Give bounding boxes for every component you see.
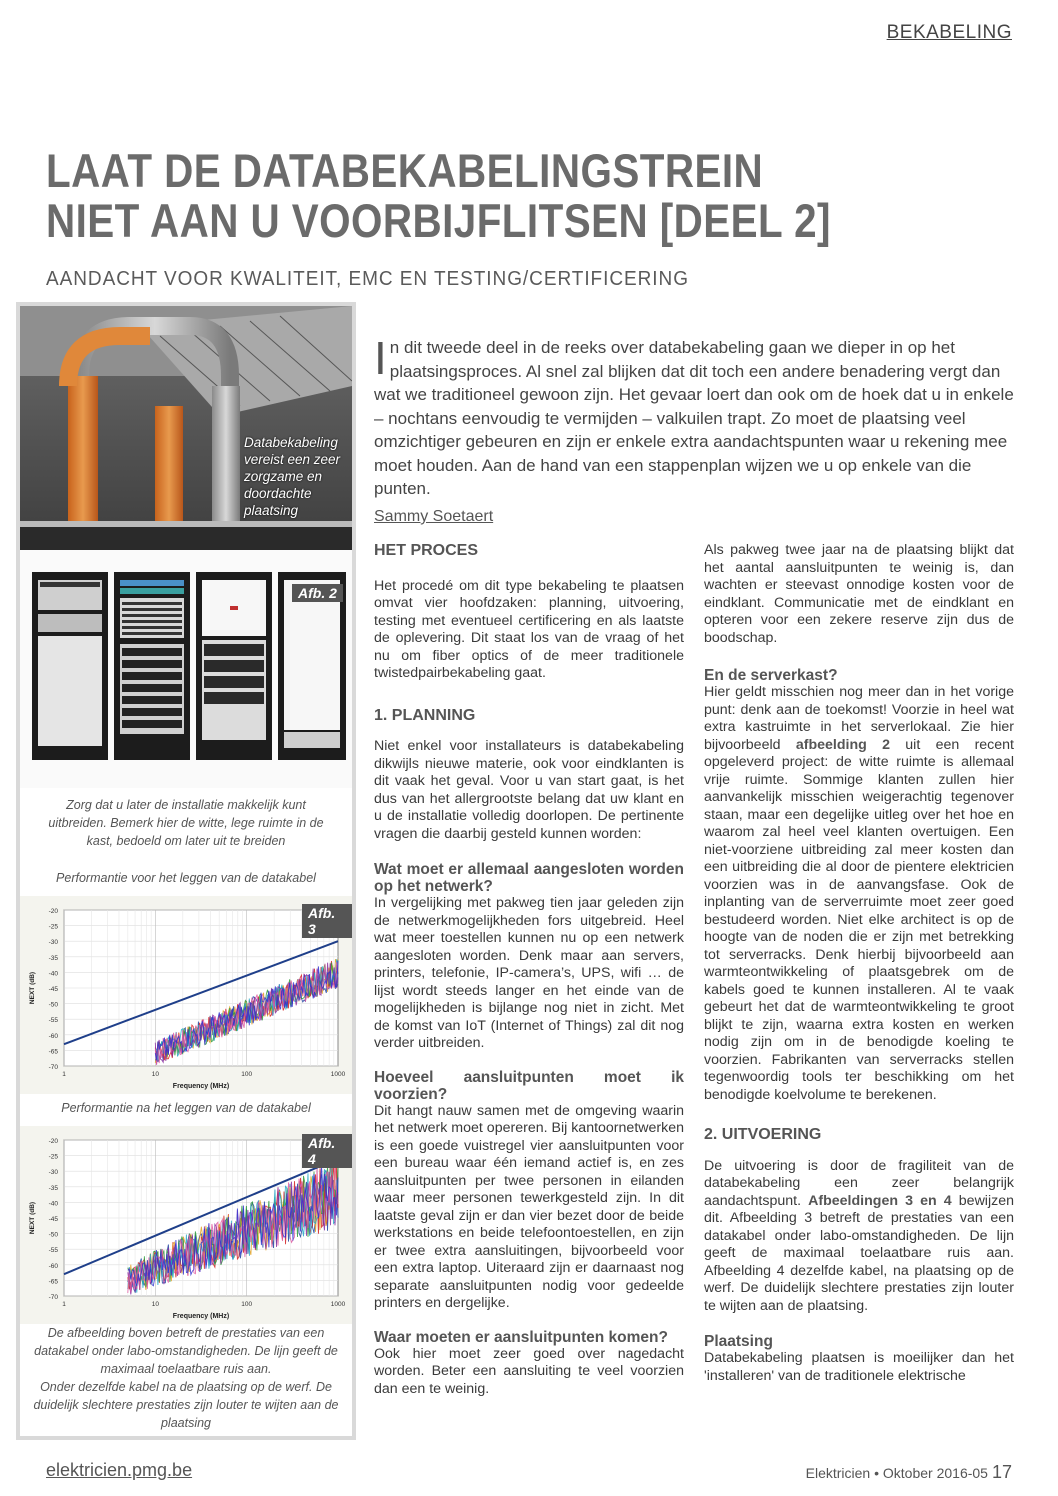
cable-tray-photo xyxy=(20,306,352,550)
para-uitvoering-b: bewijzen dit. Afbeelding 3 betreft de prestaties van een datakabel onder labo-omstandigheden. De lijn geeft de maximaal toelaatbare ruis aan. Afbeelding 4 dezelfde kabel, na plaatsing op de werf. De duidelijk slechtere prestaties zijn louter te wijten aan de plaatsing. xyxy=(704,1192,1014,1314)
x-tick-label: 1 xyxy=(62,1071,66,1078)
y-tick-label: -70 xyxy=(48,1294,58,1301)
para-uitvoering-a: De uitvoering is door de fragiliteit van de databekabeling een zeer belangrijk aandachtspunt. xyxy=(704,1157,1014,1209)
y-tick-label: -35 xyxy=(48,954,58,962)
heading-uitvoering: 2. UITVOERING xyxy=(704,1126,822,1143)
ref-afbeelding-2: afbeelding 2 xyxy=(795,736,890,753)
y-tick-label: -65 xyxy=(48,1048,58,1056)
y-tick-label: -30 xyxy=(48,939,58,947)
y-tick-label: -45 xyxy=(48,1216,58,1223)
y-axis-label: NEXT (dB) xyxy=(29,971,36,1005)
para-uitvoering xyxy=(704,1158,1014,1316)
section-tag: BEKABELING xyxy=(886,22,1012,43)
heading-serverkast: En de serverkast? xyxy=(704,667,838,684)
x-tick-label: 10 xyxy=(151,1301,159,1308)
y-tick-label: -65 xyxy=(48,1278,58,1286)
para-serverkast-b: uit een recent opgeleverd project: de witte ruimte is allemaal vrije ruimte. Sommige klanten zullen hier aanvankelijk misschien weigerachtig tegenover staan, maar een degelijke uitleg over het hoe en waarom zal heel veel klanten overtuigen. Een niet-voorziene uitbreiding zal meer kosten dan een uitbreiding die al door de pientere elektricien voorzien was in de aanvangsfase. Ook de inplanting van de serverruimte moet zeer goed bestudeerd worden. Niet elke architect is op de hoogte van de noden die er zijn met betrekking tot serverracks. Denk hierbij bijvoorbeeld aan warmteontwikkeling of plaatsgebrek om de kabels goed te kunnen installeren. Al te vaak gebeurt het dat de warmteontwikkeling te groot blijkt te zijn, waarna extra kosten en werken nodig zijn om in de benodigde koeling te voorzien. Fabrikanten van serverracks stellen tegenwoordig tools ter beschikking om het benodigde koelvolume te berekenen. xyxy=(704,736,1015,1103)
y-tick-label: -55 xyxy=(48,1247,58,1255)
y-tick-label: -25 xyxy=(48,923,58,931)
para-serverkast-a: Hier geldt misschien nog meer dan in het vorige punt: denk aan de toekomst! Voorzie in heel wat extra kastruimte in het serverlokaal. Zie hier bijvoorbeeld xyxy=(704,684,1014,753)
article-subtitle: AANDACHT VOOR KWALITEIT, EMC EN TESTING/CERTIFICERING xyxy=(46,268,689,290)
heading-planning: 1. PLANNING xyxy=(374,706,476,724)
y-tick-label: -60 xyxy=(48,1262,58,1270)
y-tick-label: -55 xyxy=(48,1017,58,1025)
heading-plaatsing: Plaatsing xyxy=(704,1333,773,1350)
plot1-title: Performantie voor het leggen van de datakabel xyxy=(56,871,316,885)
racks-caption: Zorg dat u later de installatie makkelijk kunt uitbreiden. Bemerk hier de witte, lege ruimte in de kast, bedoeld om later uit te breiden xyxy=(48,798,324,848)
x-tick-label: 100 xyxy=(241,1301,253,1308)
next-plot-after xyxy=(20,1126,352,1324)
afb-3-label: Afb. 3 xyxy=(302,904,352,938)
heading-q3: Waar moeten er aansluitpunten komen? xyxy=(374,1328,668,1346)
para-planning: Niet enkel voor installateurs is databekabeling dikwijls nieuwe materie, ook voor eindklanten is dit vaak het geval. Voor u van start gaat, is het dus van het allergrootste belang dat uw klant en u de installatie volledig doorlopen. De pertinente vragen die daarbij gesteld kunnen worden: xyxy=(374,738,684,842)
x-tick-label: 1 xyxy=(62,1301,66,1308)
author-link[interactable]: Sammy Soetaert xyxy=(374,508,494,525)
body-column-1 xyxy=(374,542,684,1414)
para-proces: Het procedé om dit type bekabeling te plaatsen omvat vier hoofdzaken: planning, uitvoering, testing met eventueel certificering en als laatste de oplevering. Dit staat los van de vraag of het nu om fiber optics of de meer traditionele twistedpairbekabeling gaat. xyxy=(374,577,684,681)
y-tick-label: -20 xyxy=(48,908,58,915)
footer-issue xyxy=(806,1462,1012,1483)
y-tick-label: -35 xyxy=(48,1184,58,1192)
plots-caption-part2: Onder dezelfde kabel na de plaatsing op de werf. De duidelijk slechtere prestaties zijn louter te wijten aan de plaatsing xyxy=(33,1380,339,1430)
heading-q1: Wat moet er allemaal aangesloten worden op het netwerk? xyxy=(374,861,684,895)
article-intro xyxy=(374,332,1014,501)
para-q3: Ook hier moet zeer goed over nagedacht worden. Beter een aansluiting te veel voorzien dan een te weinig. xyxy=(374,1345,684,1397)
plot2-title: Performantie na het leggen van de datakabel xyxy=(61,1101,311,1115)
para-q2: Dit hangt nauw samen met de omgeving waarin het netwerk moet opereren. Bij kantoornetwerken is een goede vuistregel vier aansluitpunten voor een bureau waar één iemand actief is, en zes aansluitpunten per twee personen in eilanden waar meer personen tewerkgesteld zijn. In dit laatste geval zijn er dan vier bezet door de beide werkstations en beide telefoontoestellen, en zijn er twee extra aansluitingen, bijvoorbeeld voor een extra laptop. Uiteraard zijn er daarnaast nog separate aansluitpunten nodig voor gedeelde printers en dergelijke. xyxy=(374,1102,684,1311)
heading-q2: Hoeveel aansluitpunten moet ik voorzien? xyxy=(374,1068,684,1103)
intro-text: n dit tweede deel in de reeks over databekabeling gaan we dieper in op het plaatsingsproces. Al snel zal blijken dat dit toch een andere benadering vergt dan wat we traditioneel gewoon zijn. Het gevaar loert dan ook om de hoek dat u in enkele – nochtans eenvoudig te vermijden – valkuilen trapt. Zo moet de plaatsing veel omzichtiger gebeuren en zijn er enkele extra aandachtspunten waar u rekening mee moet houden. Aan de hand van een stappenplan wijzen we u op enkele van die punten. xyxy=(374,338,1014,498)
y-tick-label: -30 xyxy=(48,1169,58,1177)
footer-issue-text: Elektricien • Oktober 2016-05 xyxy=(805,1465,988,1481)
x-tick-label: 10 xyxy=(151,1071,159,1078)
para-serverkast xyxy=(704,684,1014,1104)
next-plot-before xyxy=(20,896,352,1094)
page-number: 17 xyxy=(991,1462,1012,1482)
y-tick-label: -40 xyxy=(48,1200,58,1208)
plots-caption xyxy=(20,1324,352,1432)
para-plaatsing: Databekabeling plaatsen is moeilijker dan het 'installeren' van de traditionele elektrische xyxy=(704,1350,1014,1384)
intro-dropcap: I xyxy=(374,332,387,384)
plots-caption-part1: De afbeelding boven betreft de prestaties van een datakabel onder labo-omstandigheden. De lijn geeft de maximaal toelaatbare ruis aan. xyxy=(34,1326,338,1376)
afb-4-label: Afb. 4 xyxy=(302,1134,352,1168)
x-tick-label: 100 xyxy=(241,1071,253,1078)
photo-caption: Databekabeling vereist een zeer zorgzame en doordachte plaatsing xyxy=(244,435,341,518)
x-axis-label: Frequency (MHz) xyxy=(172,1083,230,1090)
x-axis-label: Frequency (MHz) xyxy=(172,1313,230,1320)
afb-2-label: Afb. 2 xyxy=(292,584,343,602)
y-tick-label: -70 xyxy=(48,1064,58,1071)
title-line-2: NIET AAN U VOORBIJFLITSEN [DEEL 2] xyxy=(46,194,831,247)
body-column-2 xyxy=(704,542,1014,1401)
footer-site-link[interactable]: elektricien.pmg.be xyxy=(46,1460,193,1480)
y-tick-label: -50 xyxy=(48,1231,58,1239)
y-axis-label: NEXT (dB) xyxy=(29,1201,36,1235)
para-top: Als pakweg twee jaar na de plaatsing blijkt dat het aantal aansluitpunten te weinig is, dan wachten er steevast onnodige kosten voor de eindklant. Communicatie met de eindklant en opteren voor een zekere reserve zijn dus de boodschap. xyxy=(704,542,1014,646)
article-title xyxy=(46,146,872,246)
y-tick-label: -25 xyxy=(48,1153,58,1161)
heading-het-proces: HET PROCES xyxy=(374,542,479,559)
y-tick-label: -50 xyxy=(48,1001,58,1009)
para-q1: In vergelijking met pakweg tien jaar geleden zijn de netwerkmogelijkheden fors uitgebreid. Heel wat meer toestellen kunnen nu op een netwerk aangesloten worden. Denk maar aan servers, printers, telefonie, IP-camera’s, UPS, wifi … de lijst wordt steeds langer en het einde van de mogelijkheden is bijlange nog niet in zicht. Met de komst van IoT (Internet of Things) zal dit nog verder uitbreiden. xyxy=(374,895,684,1051)
y-tick-label: -40 xyxy=(48,970,58,978)
x-tick-label: 1000 xyxy=(330,1301,346,1308)
server-racks-image xyxy=(20,550,352,788)
y-tick-label: -45 xyxy=(48,986,58,993)
y-tick-label: -20 xyxy=(48,1138,58,1145)
sidebar-figures xyxy=(16,302,356,1440)
x-tick-label: 1000 xyxy=(330,1071,346,1078)
title-line-1: LAAT DE DATABEKABELINGSTREIN xyxy=(46,144,764,197)
ref-afbeeldingen-3-4: Afbeeldingen 3 en 4 xyxy=(808,1192,952,1209)
y-tick-label: -60 xyxy=(48,1032,58,1040)
